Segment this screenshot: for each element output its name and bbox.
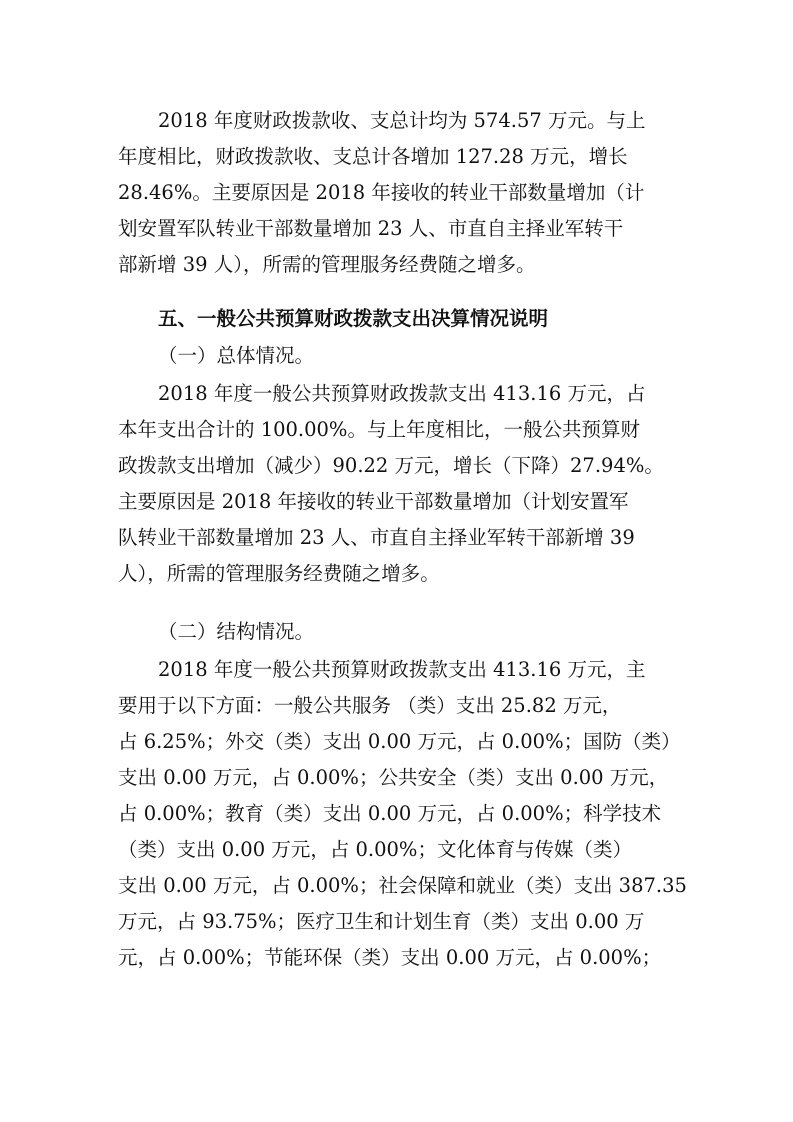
subsection-title-structure: （二）结构情况。 [158,620,315,643]
text-line: 政拨款支出增加（减少）90.22 万元，增长（下降）27.94%。 [118,454,664,477]
text-line: 支出 0.00 万元，占 0.00%；社会保障和就业（类）支出 387.35 [118,874,687,897]
section-heading: 五、一般公共预算财政拨款支出决算情况说明 [158,307,549,330]
text-line: 主要原因是 2018 年接收的转业干部数量增加（计划安置军 [118,490,629,513]
paragraph-structure [118,652,687,976]
text-line: 要用于以下方面：一般公共服务 （类）支出 25.82 万元， [118,694,622,717]
text-line: 2018 年度一般公共预算财政拨款支出 413.16 万元，占 [158,382,646,405]
text-line: （类）支出 0.00 万元，占 0.00%；文化体育与传媒（类） [118,838,632,861]
text-line: 28.46%。主要原因是 2018 年接收的转业干部数量增加（计 [118,181,645,204]
text-line: 支出 0.00 万元，占 0.00%；公共安全（类）支出 0.00 万元， [118,766,669,789]
text-line: 元，占 0.00%；节能环保（类）支出 0.00 万元，占 0.00%； [118,946,662,969]
text-line: 人），所需的管理服务经费随之增多。 [118,562,440,585]
text-line: 本年支出合计的 100.00%。与上年度相比，一般公共预算财 [118,418,640,441]
text-line: 占 6.25%；外交（类）支出 0.00 万元，占 0.00%；国防（类） [118,730,681,753]
text-line: 万元，占 93.75%；医疗卫生和计划生育（类）支出 0.00 万 [118,910,645,933]
text-line: 2018 年度一般公共预算财政拨款支出 413.16 万元，主 [158,658,646,681]
paragraph-fiscal-totals [118,103,678,283]
text-line: 占 0.00%；教育（类）支出 0.00 万元，占 0.00%；科学技术 [118,802,662,825]
text-line: 年度相比，财政拨款收、支总计各增加 127.28 万元，增长 [118,145,628,168]
paragraph-overall [118,376,678,592]
text-line: 2018 年度财政拨款收、支总计均为 574.57 万元。与上 [158,109,646,132]
text-line: 划安置军队转业干部数量增加 23 人、市直自主择业军转干 [118,217,624,240]
subsection-title-overall: （一）总体情况。 [158,344,315,367]
text-line: 队转业干部数量增加 23 人、市直自主择业军转干部新增 39 [118,526,635,549]
text-line: 部新增 39 人），所需的管理服务经费随之增多。 [118,253,536,276]
